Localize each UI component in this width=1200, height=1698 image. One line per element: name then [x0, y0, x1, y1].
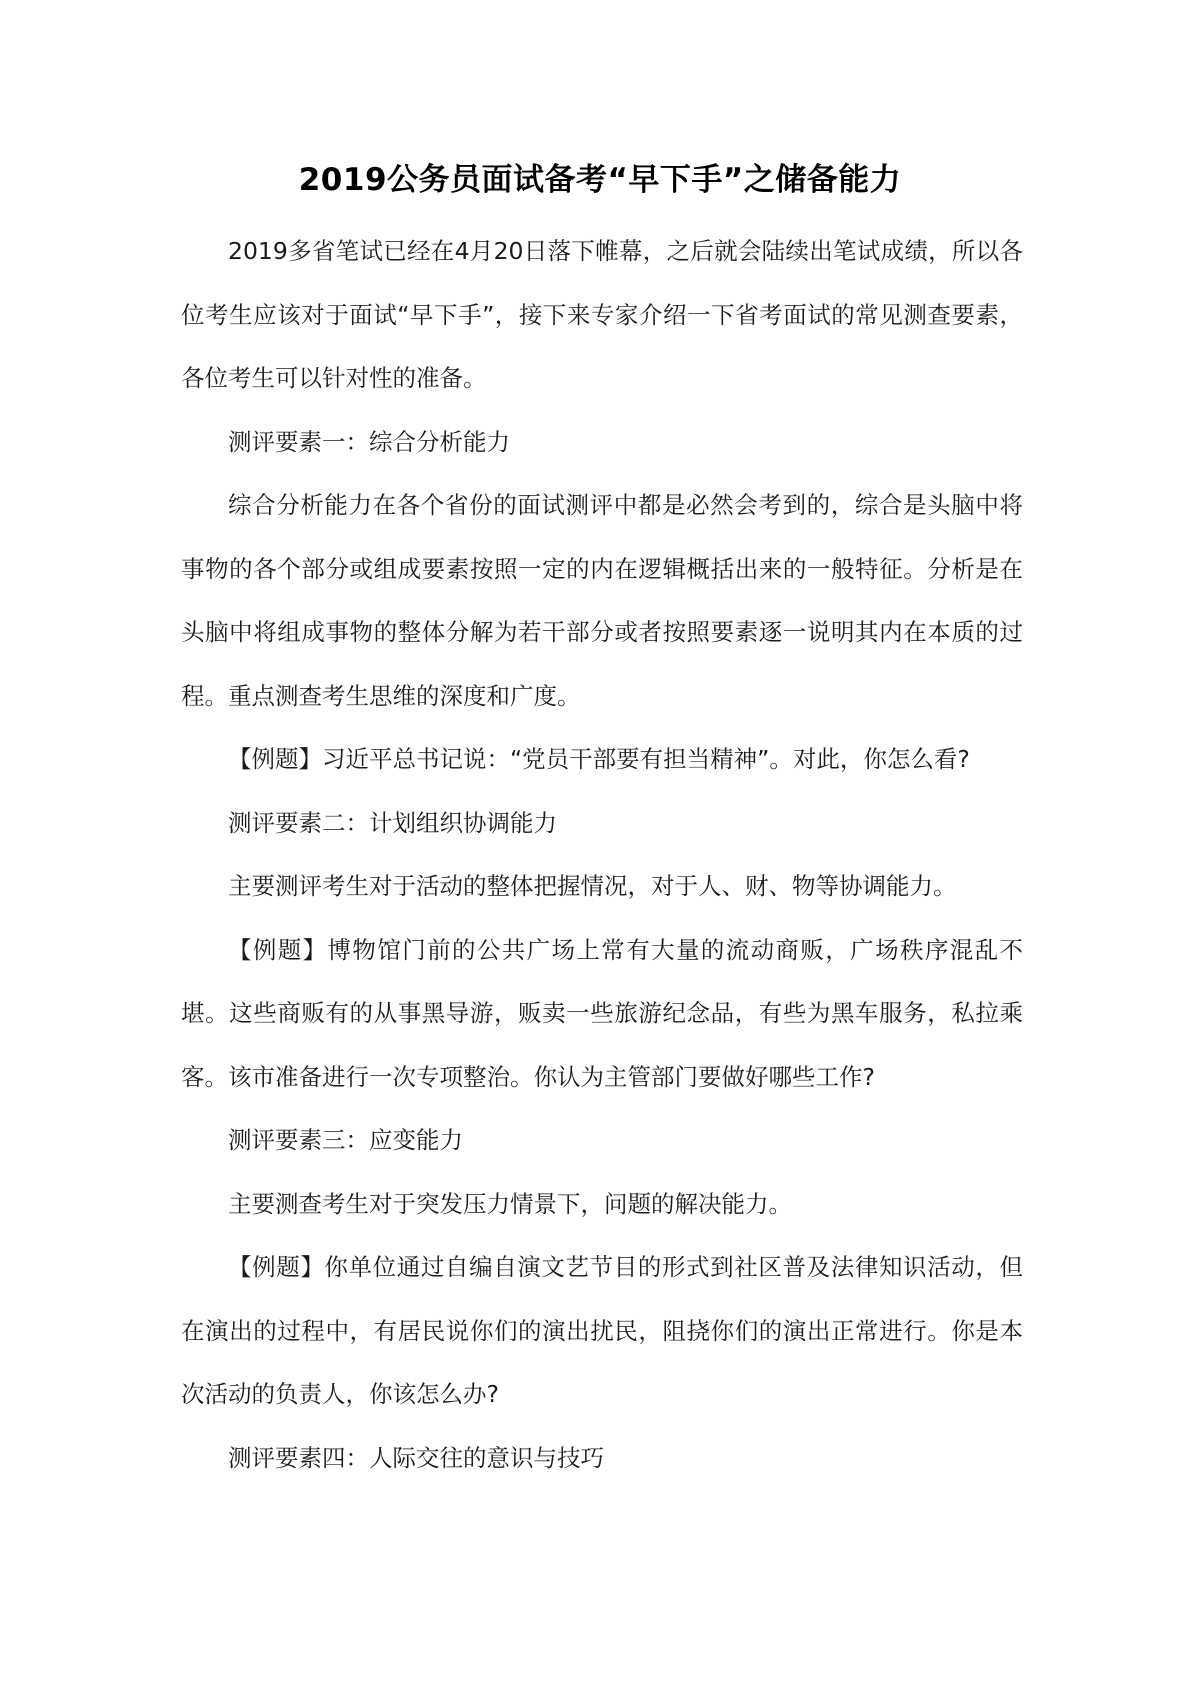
paragraph-section-3: 主要测查考生对于突发压力情景下，问题的解决能力。 [228, 1189, 792, 1218]
paragraph-section-1: 综合分析能力在各个省份的面试测评中都是必然会考到的，综合是头脑中将事物的各个部分或组成要素按照一定的内在逻辑概括出来的一般特征。分析是在头脑中将组成事物的整体分解为若干部分或者按照要素逐一说明其内在本质的过程。重点测查考生思维的深度和广度。 [181, 491, 1023, 710]
example-question-1: 【例题】习近平总书记说：“党员干部要有担当精神”。对此，你怎么看? [228, 745, 970, 773]
document-title: 2019公务员面试备考“早下手”之储备能力 [298, 162, 902, 198]
section-heading-3: 测评要素三：应变能力 [228, 1126, 463, 1154]
example-question-3: 【例题】你单位通过自编自演文艺节目的形式到社区普及法律知识活动，但在演出的过程中，有居民说你们的演出扰民，阻挠你们的演出正常进行。你是本次活动的负责人，你该怎么办? [181, 1253, 1023, 1408]
section-heading-2: 测评要素二：计划组织协调能力 [228, 808, 557, 837]
document-body [181, 220, 1023, 1490]
section-heading-1: 测评要素一：综合分析能力 [228, 427, 510, 456]
paragraph-intro: 2019多省笔试已经在4月20日落下帷幕，之后就会陆续出笔试成绩，所以各位考生应该对于面试“早下手”，接下来专家介绍一下省考面试的常见测查要素，各位考生可以针对性的准备。 [181, 237, 1023, 392]
example-question-2: 【例题】博物馆门前的公共广场上常有大量的流动商贩，广场秩序混乱不堪。这些商贩有的从事黑导游，贩卖一些旅游纪念品，有些为黑车服务，私拉乘客。该市准备进行一次专项整治。你认为主管部门要做好哪些工作? [181, 935, 1023, 1091]
section-heading-4: 测评要素四：人际交往的意识与技巧 [228, 1443, 604, 1472]
paragraph-section-2: 主要测评考生对于活动的整体把握情况，对于人、财、物等协调能力。 [228, 872, 957, 900]
